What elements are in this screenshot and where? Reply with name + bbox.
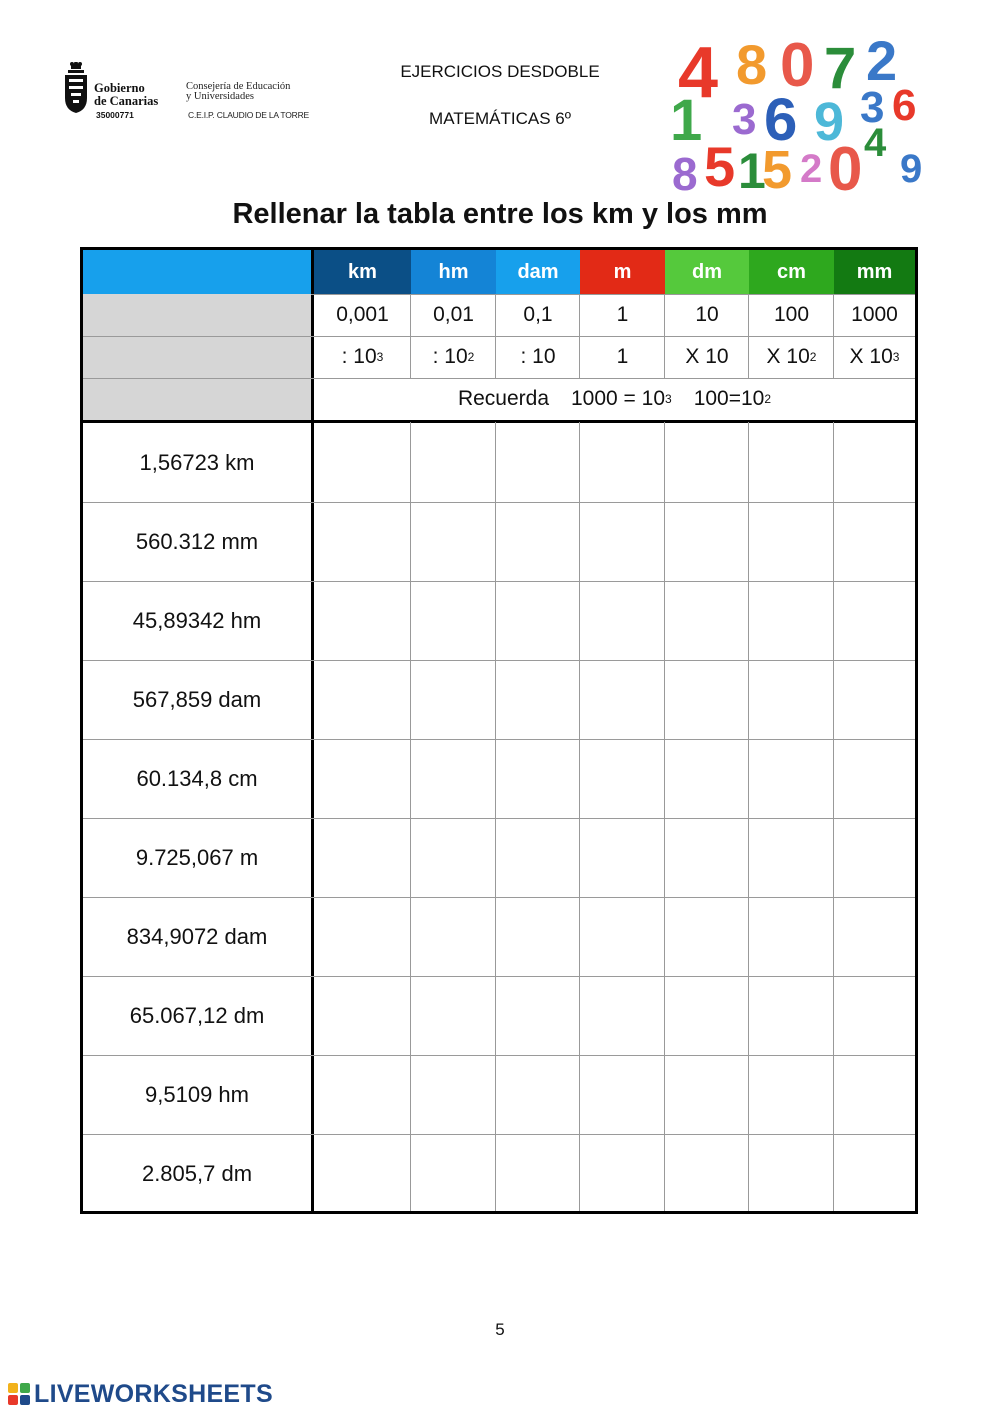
row-divider	[83, 660, 915, 661]
answer-cell-cm[interactable]	[749, 897, 834, 976]
answer-cell-cm[interactable]	[749, 1134, 834, 1213]
row-divider	[83, 818, 915, 819]
answer-cell-hm[interactable]	[411, 423, 496, 502]
answer-cell-cm[interactable]	[749, 660, 834, 739]
answer-cell-dam[interactable]	[496, 976, 580, 1055]
answer-cell-km[interactable]	[314, 581, 411, 660]
unit-header-cm: cm	[749, 250, 834, 294]
factor-dm: 10	[695, 303, 719, 326]
answer-cell-mm[interactable]	[834, 739, 915, 818]
unit-header-km: km	[314, 250, 411, 294]
answer-cell-m[interactable]	[580, 502, 665, 581]
column-divider	[410, 422, 411, 1211]
answer-cell-dam[interactable]	[496, 1134, 580, 1213]
consejeria-line2: y Universidades	[186, 91, 254, 102]
consejeria-line1: Consejería de Educación	[186, 81, 291, 92]
institution-logo	[62, 62, 312, 124]
answer-cell-dm[interactable]	[665, 581, 749, 660]
answer-cell-dm[interactable]	[665, 818, 749, 897]
answer-cell-mm[interactable]	[834, 502, 915, 581]
header-left-cell	[83, 250, 311, 294]
answer-cell-mm[interactable]	[834, 976, 915, 1055]
art-digit: 6	[764, 86, 798, 153]
measurement-cell: 45,89342 hm	[132, 607, 262, 633]
column-divider	[579, 422, 580, 1211]
row-divider	[83, 581, 915, 582]
unit-header-dm: dm	[665, 250, 749, 294]
operation-km: : 10 3	[341, 345, 384, 368]
column-divider	[495, 422, 496, 1211]
answer-cell-dam[interactable]	[496, 897, 580, 976]
answer-cell-hm[interactable]	[411, 1134, 496, 1213]
factor-cm: 100	[773, 303, 810, 326]
measurement-cell: 65.067,12 dm	[129, 1002, 265, 1028]
answer-cell-km[interactable]	[314, 1134, 411, 1213]
unit-header-hm: hm	[411, 250, 496, 294]
answer-cell-dm[interactable]	[665, 1055, 749, 1134]
header-title-line2: MATEMÁTICAS 6º	[429, 109, 571, 128]
operation-text: : 10	[432, 345, 468, 368]
measurement-cell: 1,56723 km	[139, 449, 255, 475]
grey-row-divider	[83, 378, 311, 379]
answer-cell-dam[interactable]	[496, 739, 580, 818]
answer-cell-m[interactable]	[580, 660, 665, 739]
page-number: 5	[495, 1320, 505, 1339]
coat-of-arms-icon	[62, 62, 90, 114]
art-digit: 4	[678, 33, 719, 113]
operation-text: : 10	[520, 345, 556, 368]
answer-cell-m[interactable]	[580, 1134, 665, 1213]
brand-text: LIVEWORKSHEETS	[34, 1379, 273, 1408]
row-divider	[83, 1055, 915, 1056]
row-divider	[83, 1134, 915, 1135]
art-digit: 4	[864, 121, 887, 165]
answer-cell-cm[interactable]	[749, 739, 834, 818]
answer-cell-hm[interactable]	[411, 897, 496, 976]
answer-cell-m[interactable]	[580, 423, 665, 502]
row-divider	[83, 897, 915, 898]
art-digit: 2	[800, 147, 823, 191]
measurement-cell: 9,5109 hm	[145, 1081, 249, 1107]
answer-cell-cm[interactable]	[749, 423, 834, 502]
gobierno-line2: de Canarias	[94, 94, 159, 108]
operation-text: X 10	[766, 345, 810, 368]
row-divider	[83, 739, 915, 740]
art-digit: 3	[860, 83, 885, 132]
answer-cell-hm[interactable]	[411, 581, 496, 660]
gobierno-line1: Gobierno	[94, 81, 145, 95]
operation-text: : 10	[341, 345, 377, 368]
art-digit: 8	[736, 33, 768, 96]
header-title-line1: EJERCICIOS DESDOBLE	[400, 62, 600, 81]
factor-hm: 0,01	[433, 303, 474, 326]
answer-cell-hm[interactable]	[411, 976, 496, 1055]
reminder-eq1: 1000 = 10	[571, 387, 666, 410]
reminder-eq2: 100=10	[693, 387, 765, 410]
answer-cell-km[interactable]	[314, 502, 411, 581]
art-digit: 8	[672, 148, 698, 194]
answer-cell-dam[interactable]	[496, 581, 580, 660]
art-digit: 9	[900, 147, 923, 191]
answer-cell-dm[interactable]	[665, 502, 749, 581]
art-digit: 5	[762, 140, 793, 194]
operation-text: X 10	[685, 345, 729, 368]
grid-line-horizontal	[311, 294, 915, 295]
answer-cell-dam[interactable]	[496, 818, 580, 897]
worksheet-title: Rellenar la tabla entre los km y los mm	[232, 198, 768, 230]
colorful-numbers-illustration	[668, 22, 938, 194]
answer-cell-hm[interactable]	[411, 502, 496, 581]
answer-cell-m[interactable]	[580, 976, 665, 1055]
art-digit: 7	[824, 36, 857, 101]
operation-text: X 10	[849, 345, 893, 368]
answer-cell-dm[interactable]	[665, 423, 749, 502]
answer-cell-mm[interactable]	[834, 897, 915, 976]
answer-cell-dm[interactable]	[665, 739, 749, 818]
art-digit: 1	[670, 88, 703, 153]
grid-line-vertical	[664, 294, 665, 378]
reminder-label: Recuerda	[457, 387, 549, 410]
grid-line-vertical	[495, 294, 496, 378]
unit-header-dam: dam	[496, 250, 580, 294]
row-divider	[83, 976, 915, 977]
operation-dam	[496, 336, 580, 378]
reminder-cell: Recuerda 1000 = 10 3 100=10 2	[457, 387, 772, 410]
answer-cell-m[interactable]	[580, 897, 665, 976]
answer-cell-dm[interactable]	[665, 1134, 749, 1213]
measurement-cell: 9.725,067 m	[135, 844, 259, 870]
art-digit: 9	[814, 92, 845, 152]
grid-line-vertical	[410, 294, 411, 378]
operation-text: 1	[616, 345, 629, 368]
answer-cell-mm[interactable]	[834, 660, 915, 739]
art-digit: 2	[866, 29, 898, 92]
answer-cell-m[interactable]	[580, 1055, 665, 1134]
measurement-cell: 567,859 dam	[132, 686, 262, 712]
column-divider	[748, 422, 749, 1211]
answer-cell-km[interactable]	[314, 739, 411, 818]
operation-cm: X 10 2	[766, 345, 817, 368]
measurement-cell: 2.805,7 dm	[141, 1160, 253, 1186]
answer-cell-mm[interactable]	[834, 581, 915, 660]
answer-cell-mm[interactable]	[834, 1055, 915, 1134]
factor-dam: 0,1	[523, 303, 553, 326]
answer-cell-dm[interactable]	[665, 660, 749, 739]
answer-cell-mm[interactable]	[834, 1134, 915, 1213]
measurement-cell: 560.312 mm	[135, 528, 259, 554]
answer-cell-hm[interactable]	[411, 818, 496, 897]
answer-cell-dam[interactable]	[496, 1055, 580, 1134]
answer-cell-hm[interactable]	[411, 1055, 496, 1134]
answer-cell-hm[interactable]	[411, 739, 496, 818]
liveworksheets-brand[interactable]	[8, 1381, 273, 1407]
grid-line-vertical	[833, 294, 834, 378]
art-digit: 3	[732, 95, 757, 144]
row-divider	[83, 502, 915, 503]
grid-line-vertical	[579, 294, 580, 378]
factor-m: 1	[616, 303, 629, 326]
answer-cell-dm[interactable]	[665, 897, 749, 976]
answer-cell-dam[interactable]	[496, 502, 580, 581]
answer-cell-mm[interactable]	[834, 818, 915, 897]
answer-cell-km[interactable]	[314, 818, 411, 897]
art-digit: 6	[892, 81, 917, 130]
grey-label-column	[83, 294, 311, 420]
answer-cell-km[interactable]	[314, 1055, 411, 1134]
unit-header-mm: mm	[834, 250, 915, 294]
answer-cell-m[interactable]	[580, 818, 665, 897]
grid-line-horizontal	[311, 336, 915, 337]
operation-hm: : 10 2	[432, 345, 475, 368]
liveworksheets-logo-icon	[8, 1383, 30, 1405]
answer-cell-km[interactable]	[314, 976, 411, 1055]
answer-cell-km[interactable]	[314, 423, 411, 502]
grid-line-horizontal	[311, 378, 915, 379]
answer-cell-cm[interactable]	[749, 1055, 834, 1134]
school-code: 35000771	[96, 110, 134, 120]
grey-row-divider	[83, 336, 311, 337]
column-divider	[833, 422, 834, 1211]
answer-cell-cm[interactable]	[749, 581, 834, 660]
answer-cell-dam[interactable]	[496, 423, 580, 502]
art-digit: 0	[780, 31, 815, 100]
unit-header-m: m	[580, 250, 665, 294]
answer-cell-m[interactable]	[580, 739, 665, 818]
school-name: C.E.I.P. CLAUDIO DE LA TORRE	[188, 110, 309, 120]
answer-cell-m[interactable]	[580, 581, 665, 660]
grid-line-vertical	[748, 294, 749, 378]
operation-m	[580, 336, 665, 378]
answer-cell-dm[interactable]	[665, 976, 749, 1055]
art-digit: 0	[828, 135, 863, 194]
factor-mm: 1000	[851, 303, 898, 326]
answer-cell-km[interactable]	[314, 897, 411, 976]
operation-mm: X 10 3	[849, 345, 900, 368]
answer-cell-dam[interactable]	[496, 660, 580, 739]
measurement-cell: 60.134,8 cm	[136, 765, 258, 791]
art-digit: 1	[738, 143, 766, 194]
operation-dm	[665, 336, 749, 378]
answer-cell-cm[interactable]	[749, 976, 834, 1055]
answer-cell-cm[interactable]	[749, 818, 834, 897]
answer-cell-cm[interactable]	[749, 502, 834, 581]
measurement-cell: 834,9072 dam	[126, 923, 268, 949]
answer-cell-hm[interactable]	[411, 660, 496, 739]
column-divider	[664, 422, 665, 1211]
answer-cell-mm[interactable]	[834, 423, 915, 502]
art-digit: 5	[704, 135, 736, 194]
factor-km: 0,001	[336, 303, 389, 326]
conversion-table	[80, 247, 918, 1214]
answer-cell-km[interactable]	[314, 660, 411, 739]
